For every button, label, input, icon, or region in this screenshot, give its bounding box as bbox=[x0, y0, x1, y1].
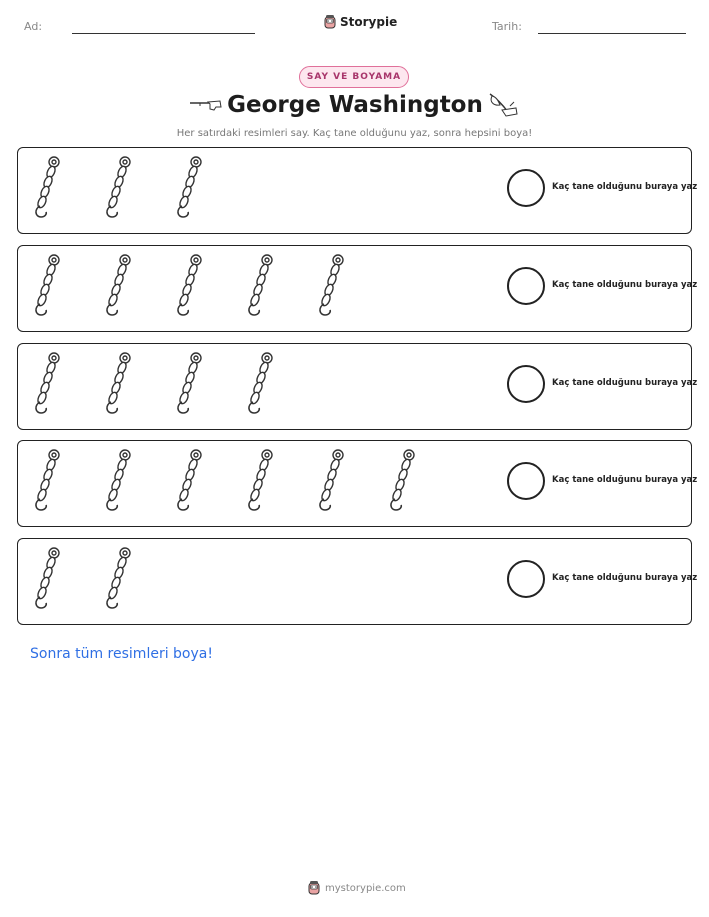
chain-icon bbox=[174, 448, 206, 512]
chain-icon bbox=[245, 253, 277, 317]
chain-icon bbox=[32, 351, 64, 415]
brand-name: Storypie bbox=[340, 15, 398, 29]
chain-icon bbox=[32, 448, 64, 512]
chain-icon bbox=[32, 155, 64, 219]
chain-icon bbox=[245, 351, 277, 415]
chain-icon bbox=[103, 546, 135, 610]
counting-row-2 bbox=[17, 245, 698, 332]
chain-icon bbox=[174, 351, 206, 415]
musket-icon bbox=[188, 98, 222, 112]
answer-label: Kaç tane olduğunu buraya yaz bbox=[552, 475, 698, 485]
chain-icon bbox=[103, 155, 135, 219]
brand-logo bbox=[323, 14, 397, 30]
footer-site: mystorypie.com bbox=[325, 882, 406, 894]
page-title: George Washington bbox=[227, 92, 483, 118]
chain-icon bbox=[32, 253, 64, 317]
chain-icon bbox=[32, 546, 64, 610]
date-label: Tarih: bbox=[492, 20, 522, 33]
activity-badge: SAY VE BOYAMA bbox=[299, 66, 409, 88]
color-instruction: Sonra tüm resimleri boya! bbox=[30, 646, 213, 662]
chain-icon bbox=[387, 448, 419, 512]
chain-icon bbox=[103, 351, 135, 415]
chain-icon bbox=[316, 448, 348, 512]
footer-brand bbox=[307, 880, 406, 896]
answer-circle[interactable] bbox=[507, 169, 545, 207]
answer-circle[interactable] bbox=[507, 267, 545, 305]
answer-label: Kaç tane olduğunu buraya yaz bbox=[552, 378, 698, 388]
chain-icon bbox=[103, 253, 135, 317]
storypie-mascot-icon bbox=[323, 14, 337, 30]
answer-circle[interactable] bbox=[507, 462, 545, 500]
answer-label: Kaç tane olduğunu buraya yaz bbox=[552, 182, 698, 192]
answer-label: Kaç tane olduğunu buraya yaz bbox=[552, 573, 698, 583]
counting-row-4 bbox=[17, 440, 698, 527]
quill-icon bbox=[486, 92, 520, 120]
answer-circle[interactable] bbox=[507, 560, 545, 598]
counting-row-1 bbox=[17, 147, 698, 234]
date-write-line[interactable] bbox=[538, 33, 686, 34]
chain-icon bbox=[174, 253, 206, 317]
name-write-line[interactable] bbox=[72, 33, 255, 34]
name-label: Ad: bbox=[24, 20, 43, 33]
chain-icon bbox=[103, 448, 135, 512]
chain-icon bbox=[316, 253, 348, 317]
counting-row-3 bbox=[17, 343, 698, 430]
answer-label: Kaç tane olduğunu buraya yaz bbox=[552, 280, 698, 290]
chain-icon bbox=[174, 155, 206, 219]
chain-icon bbox=[245, 448, 277, 512]
instructions-text: Her satırdaki resimleri say. Kaç tane olduğunu yaz, sonra hepsini boya! bbox=[176, 128, 533, 139]
storypie-mascot-icon bbox=[307, 880, 321, 896]
counting-row-5 bbox=[17, 538, 698, 625]
answer-circle[interactable] bbox=[507, 365, 545, 403]
